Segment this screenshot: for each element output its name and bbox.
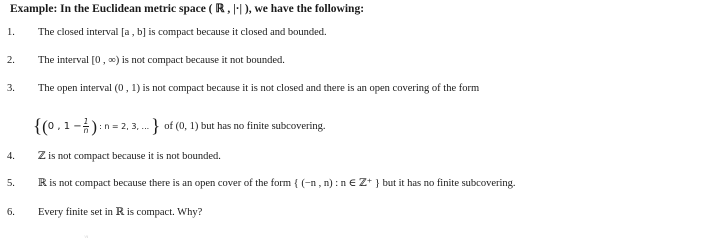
fraction-numerator: 1	[83, 117, 89, 126]
item-text: ℤ is not compact because it is not bounded.	[38, 151, 221, 162]
example-heading: Example: In the Euclidean metric space ( ℝ , |·| ), we have the following:	[10, 3, 365, 15]
list-item-6	[7, 206, 202, 218]
item-text: The closed interval [a , b] is compact because it closed and bounded.	[38, 27, 327, 38]
item-number: 2.	[7, 55, 15, 66]
list-item-1	[7, 27, 327, 38]
item-text: The open interval (0 , 1) is not compact because it is not closed and there is an open covering of the form	[38, 83, 480, 94]
item-number: 4.	[7, 151, 15, 162]
fraction-one-over-n	[83, 118, 90, 135]
open-brace: {	[33, 116, 43, 137]
item-number: 3.	[7, 83, 15, 94]
item-text: ℝ is not compact because there is an open cover of the form { (−n , n) : n ∈ ℤ⁺ } but it has no finite subcovering.	[38, 178, 516, 189]
item-text: Every finite set in ℝ is compact. Why?	[38, 207, 203, 218]
open-paren: (	[42, 117, 48, 136]
list-item-2	[7, 55, 285, 66]
open-cover-set-expression	[33, 117, 326, 136]
faint-page-mark: ۱۷	[84, 234, 89, 239]
item-number: 6.	[7, 207, 15, 218]
close-brace: }	[151, 116, 161, 137]
item-text: The interval [0 , ∞) is not compact because it not bounded.	[38, 55, 285, 66]
fraction-denominator: n	[83, 126, 89, 135]
item-number: 5.	[7, 178, 15, 189]
close-paren: )	[91, 117, 98, 136]
item-number: 1.	[7, 27, 15, 38]
list-item-5	[7, 177, 516, 189]
list-item-4	[7, 150, 221, 162]
interval-start: 0 , 1 −	[47, 121, 82, 132]
set-condition: : n = 2, 3, ...	[99, 122, 150, 131]
set-line-trailing-text: of (0, 1) but has no finite subcovering.	[164, 121, 326, 132]
list-item-3	[7, 83, 479, 94]
